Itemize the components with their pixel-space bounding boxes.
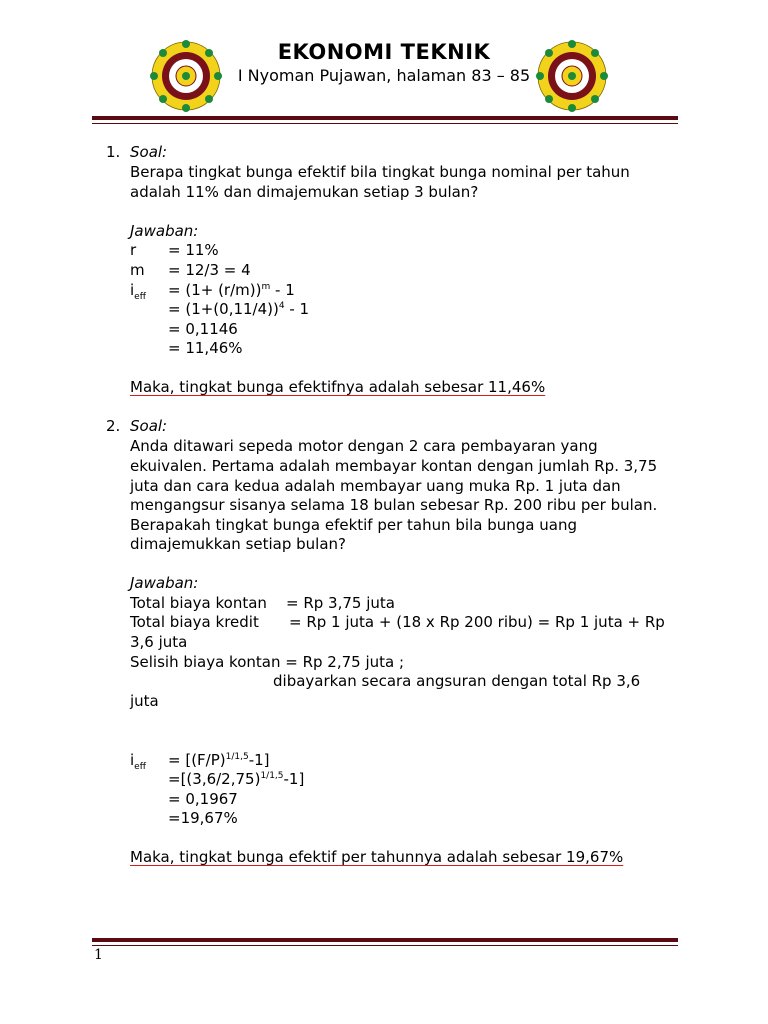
q1-step-substitution xyxy=(168,300,309,319)
formula-text: -1] xyxy=(283,770,305,788)
formula-exponent: 4 xyxy=(278,301,285,311)
formula-text: - 1 xyxy=(284,300,310,318)
q2-kredit-value: = Rp 1 juta + (18 x Rp 200 ribu) = Rp 1 juta + Rp xyxy=(289,613,665,631)
footer-rule-thin xyxy=(92,945,678,946)
q2-number: 2. xyxy=(106,417,121,435)
q1-jawaban-label: Jawaban: xyxy=(130,222,199,240)
q2-question-line: ekuivalen. Pertama adalah membayar kontan dengan jumlah Rp. 3,75 xyxy=(130,457,658,475)
q2-step-decimal: = 0,1967 xyxy=(168,790,238,808)
formula-text: = [(F/P) xyxy=(168,751,226,769)
q2-conclusion: Maka, tingkat bunga efektif per tahunnya adalah sebesar 19,67% xyxy=(130,848,624,866)
ieff-subscript: eff xyxy=(134,292,146,302)
q2-kontan-value: = Rp 3,75 juta xyxy=(286,594,395,612)
q1-conclusion: Maka, tingkat bunga efektifnya adalah sebesar 11,46% xyxy=(130,378,546,396)
q1-step-formula xyxy=(168,281,295,300)
formula-text: -1] xyxy=(248,751,270,769)
q1-soal-label: Soal: xyxy=(130,143,168,161)
document-title: EKONOMI TEKNIK xyxy=(277,40,491,64)
q2-question-line: Anda ditawari sepeda motor dengan 2 cara pembayaran yang xyxy=(130,437,598,455)
q2-ieff-symbol xyxy=(130,751,146,770)
q2-question-line: Berapakah tingkat bunga efektif per tahun bila bunga uang xyxy=(130,516,577,534)
q1-step-percent: = 11,46% xyxy=(168,339,243,357)
formula-text: = (1+(0,11/4)) xyxy=(168,300,279,318)
formula-exponent: 1/1,5 xyxy=(260,771,284,781)
q2-soal-label: Soal: xyxy=(130,417,168,435)
q2-question-line: dimajemukkan setiap bulan? xyxy=(130,535,347,553)
q2-dibayarkan: dibayarkan secara angsuran dengan total Rp 3,6 xyxy=(273,672,641,690)
header-rule-thin xyxy=(92,123,678,124)
q1-m-value: = 12/3 = 4 xyxy=(168,261,251,279)
q2-step-percent: =19,67% xyxy=(168,809,238,827)
q2-selisih: Selisih biaya kontan = Rp 2,75 juta ; xyxy=(130,653,405,671)
ieff-base: i xyxy=(130,751,135,769)
q1-ieff-symbol xyxy=(130,281,146,300)
q2-step-formula xyxy=(168,751,270,770)
q2-kredit-label: Total biaya kredit xyxy=(130,613,259,631)
formula-text: - 1 xyxy=(270,281,295,299)
document-subtitle: I Nyoman Pujawan, halaman 83 – 85 xyxy=(237,66,531,85)
formula-exponent: m xyxy=(261,282,271,292)
q1-r-variable: r xyxy=(130,241,137,259)
formula-text: = (1+ (r/m)) xyxy=(168,281,262,299)
ieff-subscript: eff xyxy=(134,762,146,772)
page-number: 1 xyxy=(94,947,103,963)
q1-question-line: Berapa tingkat bunga efektif bila tingkat bunga nominal per tahun xyxy=(130,163,630,181)
header-rule-thick xyxy=(92,116,678,120)
q1-m-variable: m xyxy=(130,261,145,279)
q2-dibayarkan-continued: juta xyxy=(130,692,159,710)
q2-question-line: juta dan cara kedua adalah membayar uang muka Rp. 1 juta dan xyxy=(130,477,621,495)
q2-question-line: mengangsur sisanya selama 18 bulan sebesar Rp. 200 ribu per bulan. xyxy=(130,496,658,514)
formula-text: =[(3,6/2,75) xyxy=(168,770,261,788)
q1-step-decimal: = 0,1146 xyxy=(168,320,238,338)
q1-r-value: = 11% xyxy=(168,241,219,259)
q1-question-line: adalah 11% dan dimajemukan setiap 3 bulan? xyxy=(130,183,479,201)
q2-kontan-label: Total biaya kontan xyxy=(130,594,267,612)
q2-kredit-continued: 3,6 juta xyxy=(130,633,188,651)
q2-step-substitution xyxy=(168,770,304,789)
footer-rule-thick xyxy=(92,938,678,942)
q2-jawaban-label: Jawaban: xyxy=(130,574,199,592)
formula-exponent: 1/1,5 xyxy=(225,752,249,762)
ieff-base: i xyxy=(130,281,135,299)
q1-number: 1. xyxy=(106,143,121,161)
